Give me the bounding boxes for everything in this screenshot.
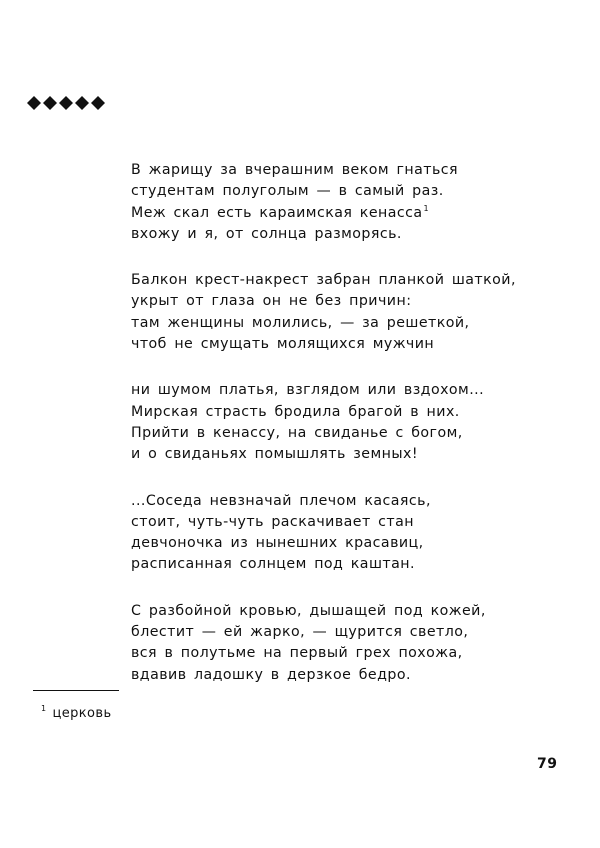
poem-line-text: С разбойной кровью, дышащей под кожей,: [131, 602, 486, 619]
poem-line-text: вхожу и я, от солнца разморясь.: [131, 225, 402, 242]
poem-line-text: вся в полутьме на первый грех похожа,: [131, 645, 463, 662]
poem-line: [131, 181, 551, 202]
poem-line: [131, 554, 551, 575]
stanza: [131, 601, 551, 686]
diamond-icon: [43, 96, 57, 110]
poem-line: [131, 601, 551, 622]
poem-line: [131, 334, 551, 355]
poem-line: [131, 622, 551, 643]
stanza: [131, 160, 551, 245]
poem-line: [131, 423, 551, 444]
poem-line: [131, 203, 551, 224]
poem-line: [131, 402, 551, 423]
stanza: [131, 270, 551, 355]
footnote-reference: 1: [423, 203, 430, 213]
diamond-icon: [75, 96, 89, 110]
poem-line-text: вдавив ладошку в дерзкое бедро.: [131, 666, 411, 683]
page-number: 79: [537, 756, 558, 772]
poem-line-text: Меж скал есть караимская кенасса: [131, 204, 423, 221]
poem-line-text: Мирская страсть бродила брагой в них.: [131, 403, 460, 420]
poem-line-text: девчоночка из нынешних красавиц,: [131, 535, 424, 552]
footnote-mark: 1: [41, 704, 47, 713]
poem-line-text: Прийти в кенассу, на свиданье с богом,: [131, 424, 463, 441]
poem-line: [131, 270, 551, 291]
poem-line: [131, 291, 551, 312]
diamond-icon: [91, 96, 105, 110]
poem-line-text: там женщины молились, — за решеткой,: [131, 314, 470, 331]
poem-line: [131, 491, 551, 512]
poem-line: [131, 643, 551, 664]
ornament-row: [27, 96, 105, 110]
diamond-icon: [59, 96, 73, 110]
diamond-icon: [27, 96, 41, 110]
poem-line: [131, 160, 551, 181]
poem-line-text: расписанная солнцем под каштан.: [131, 556, 415, 573]
poem-line: [131, 512, 551, 533]
poem-line-text: укрыт от глаза он не без причин:: [131, 293, 412, 310]
poem-line-text: блестит — ей жарко, — щурится светло,: [131, 624, 469, 641]
stanza: [131, 380, 551, 465]
footnote-text: церковь: [52, 706, 112, 721]
poem-line-text: студентам полуголым — в самый раз.: [131, 183, 444, 200]
poem-line-text: чтоб не смущать молящихся мужчин: [131, 336, 435, 353]
poem-line: [131, 313, 551, 334]
poem-line: [131, 380, 551, 401]
poem: [131, 160, 551, 711]
poem-line: [131, 444, 551, 465]
poem-line-text: В жарищу за вчерашним веком гнаться: [131, 162, 459, 178]
poem-line-text: Балкон крест-накрест забран планкой шаткой,: [131, 272, 516, 289]
poem-line: [131, 665, 551, 686]
poem-line: [131, 224, 551, 245]
stanza: [131, 491, 551, 576]
poem-line: [131, 533, 551, 554]
poem-line-text: ни шумом платья, взглядом или вздохом...: [131, 382, 485, 399]
poem-line-text: ...Соседа невзначай плечом касаясь,: [131, 492, 431, 509]
footnote: [41, 706, 112, 721]
footnote-divider: [33, 690, 119, 691]
poem-line-text: стоит, чуть-чуть раскачивает стан: [131, 513, 414, 530]
poem-line-text: и о свиданьях помышлять земных!: [131, 446, 418, 463]
